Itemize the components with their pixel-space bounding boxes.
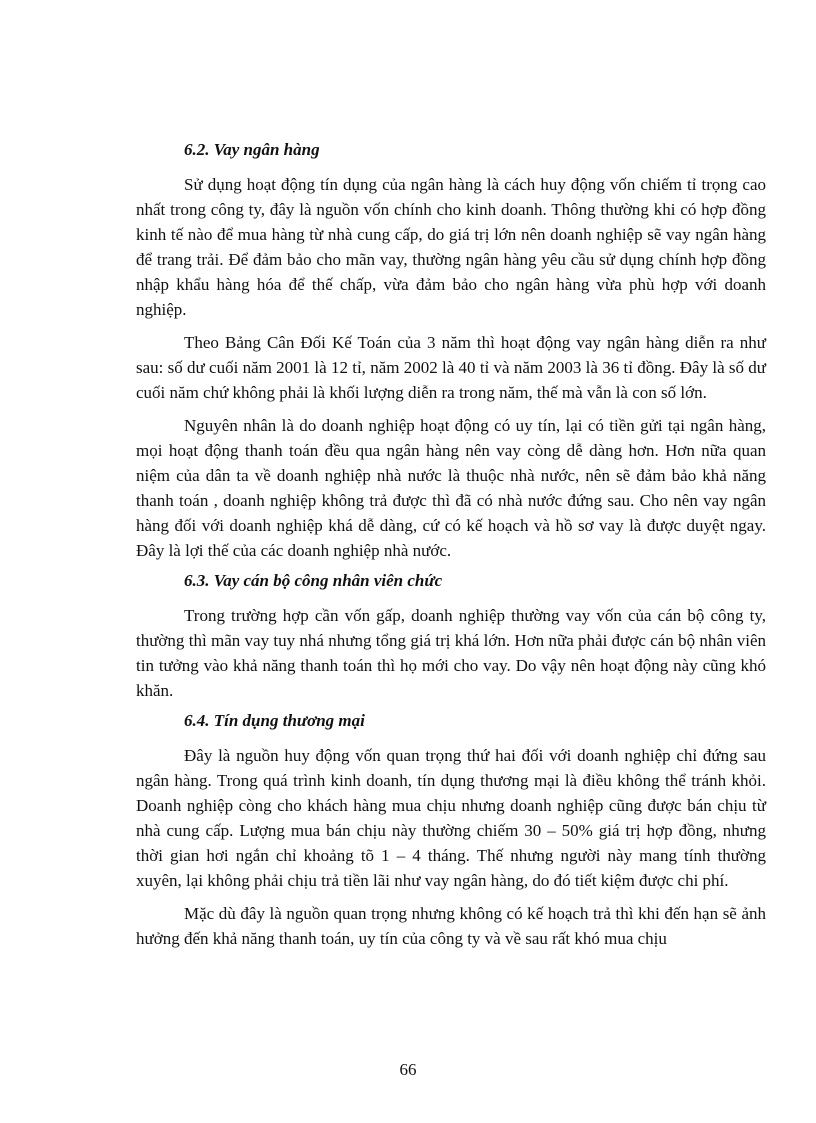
paragraph: Mặc dù đây là nguồn quan trọng nhưng không có kế hoạch trả thì khi đến hạn sẽ ảnh hưởng đến khả năng thanh toán, uy tín của công ty và về sau rất khó mua chịu [136, 904, 766, 948]
section-heading-6-4: 6.4. Tín dụng thương mại [184, 711, 365, 730]
page-number: 66 [399, 1060, 417, 1079]
page-content [136, 138, 766, 959]
paragraph: Trong trường hợp cần vốn gấp, doanh nghiệp thường vay vốn của cán bộ công ty, thường thì mãn vay tuy nhá nhưng tổng giá trị khá lớn. Hơn nữa phải được cán bộ nhân viên tin tưởng vào khả năng thanh toán thì họ mới cho vay. Do vậy nên hoạt động này cũng khó khăn. [136, 606, 766, 700]
paragraph: Sử dụng hoạt động tín dụng của ngân hàng là cách huy động vốn chiếm tỉ trọng cao nhất trong công ty, đây là nguồn vốn chính cho kinh doanh. Thông thường khi có hợp đồng kinh tế nào để mua hàng từ nhà cung cấp, do giá trị lớn nên doanh nghiệp sẽ vay ngân hàng để trang trải. Để đảm bảo cho mãn vay, thường ngân hàng yêu cầu sử dụng chính hợp đồng nhập khẩu hàng hóa để thế chấp, vừa đảm bảo cho ngân hàng vừa phù hợp với doanh nghiệp. [136, 175, 766, 319]
section-heading-6-2: 6.2. Vay ngân hàng [184, 140, 320, 159]
paragraph: Nguyên nhân là do doanh nghiệp hoạt động có uy tín, lại có tiền gửi tại ngân hàng, mọi hoạt động thanh toán đều qua ngân hàng nên vay còng dễ dàng hơn. Hơn nữa quan niệm của dân ta về doanh nghiệp nhà nước là thuộc nhà nước, nên sẽ đảm bảo khả năng thanh toán , doanh nghiệp không trả được thì đã có nhà nước đứng sau. Cho nên vay ngân hàng đối với doanh nghiệp khá dễ dàng, cứ có kế hoạch và hồ sơ vay là được duyệt ngay. Đây là lợi thế của các doanh nghiệp nhà nước. [136, 416, 766, 560]
paragraph: Theo Bảng Cân Đối Kế Toán của 3 năm thì hoạt động vay ngân hàng diễn ra như sau: số dư cuối năm 2001 là 12 tỉ, năm 2002 là 40 tỉ và năm 2003 là 36 tỉ đồng. Đây là số dư cuối năm chứ không phải là khối lượng diễn ra trong năm, thế mà vẫn là con số lớn. [136, 333, 766, 402]
paragraph: Đây là nguồn huy động vốn quan trọng thứ hai đối với doanh nghiệp chỉ đứng sau ngân hàng. Trong quá trình kinh doanh, tín dụng thương mại là điều không thể tránh khỏi. Doanh nghiệp còng cho khách hàng mua chịu nhưng doanh nghiệp cũng được bán chịu từ nhà cung cấp. Lượng mua bán chịu này thường chiếm 30 – 50% giá trị hợp đồng, nhưng thời gian hơi ngắn chỉ khoảng tõ 1 – 4 tháng. Thế nhưng người này mang tính thường xuyên, lại không phải chịu trả tiền lãi như vay ngân hàng, do đó tiết kiệm được chi phí. [136, 746, 766, 890]
section-heading-6-3: 6.3. Vay cán bộ công nhân viên chức [184, 571, 443, 590]
